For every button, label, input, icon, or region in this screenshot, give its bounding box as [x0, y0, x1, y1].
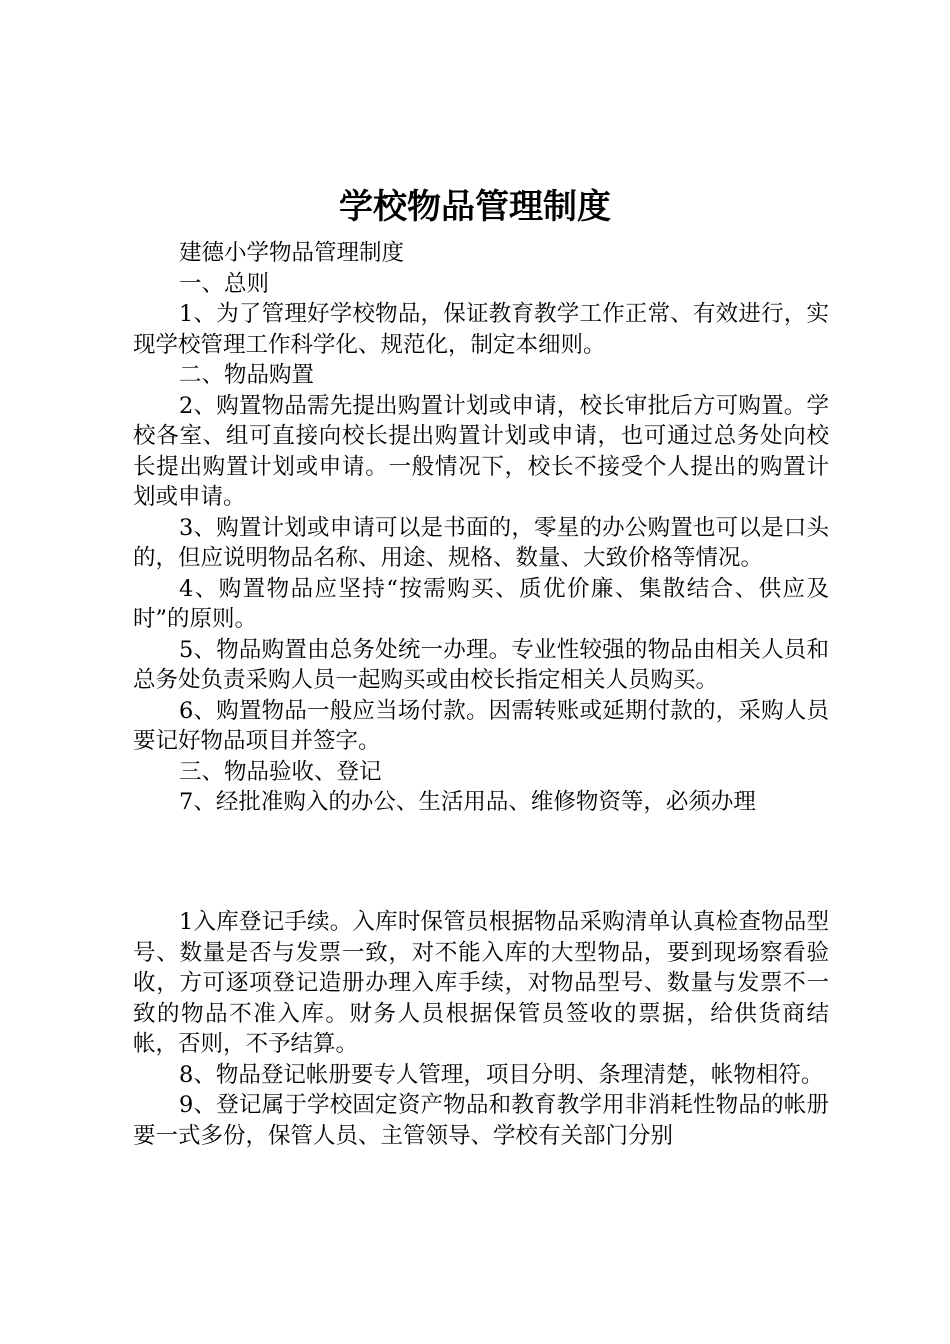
paragraph-item-1: 1、为了管理好学校物品，保证教育教学工作正常、有效进行，实现学校管理工作科学化、规范化，制定本细则。: [133, 301, 829, 358]
heading-acceptance: 三、物品验收、登记: [179, 758, 382, 785]
heading-general: 一、总则: [179, 270, 270, 297]
paragraph-item-4: 4、购置物品应坚持“按需购买、质优价廉、集散结合、供应及时”的原则。: [133, 575, 829, 632]
paragraph-item-9: 9、登记属于学校固定资产物品和教育教学用非消耗性物品的帐册要一式多份，保管人员、主管领导、学校有关部门分别: [133, 1092, 829, 1149]
paragraph-item-5: 5、物品购置由总务处统一办理。专业性较强的物品由相关人员和总务处负责采购人员一起购买或由校长指定相关人员购买。: [133, 636, 829, 693]
paragraph-item-3: 3、购置计划或申请可以是书面的，零星的办公购置也可以是口头的，但应说明物品名称、用途、规格、数量、大致价格等情况。: [133, 514, 829, 571]
document-body-upper: [133, 238, 829, 818]
paragraph-item-7: 7、经批准购入的办公、生活用品、维修物资等，必须办理: [179, 789, 756, 815]
heading-purchase: 二、物品购置: [179, 362, 315, 388]
document-title: 学校物品管理制度: [339, 187, 611, 227]
paragraph-item-8: 8、物品登记帐册要专人管理，项目分明、条理清楚，帐物相符。: [179, 1061, 824, 1088]
paragraph-item-2: 2、购置物品需先提出购置计划或申请，校长审批后方可购置。学校各室、组可直接向校长提出购置计划或申请，也可通过总务处向校长提出购置计划或申请。一般情况下，校长不接受个人提出的购置计划或申请。: [133, 392, 829, 510]
paragraph-school-name: 建德小学物品管理制度: [179, 240, 405, 266]
paragraph-item-6: 6、购置物品一般应当场付款。因需转账或延期付款的，采购人员要记好物品项目并签字。: [133, 697, 829, 754]
paragraph-item-7-continued: 1入库登记手续。入库时保管员根据物品采购清单认真检查物品型号、数量是否与发票一致，对不能入库的大型物品，要到现场察看验收，方可逐项登记造册办理入库手续，对物品型号、数量与发票不一致的物品不准入库。财务人员根据保管员签收的票据，给供货商结帐，否则，不予结算。: [133, 909, 829, 1057]
document-body-lower: [133, 907, 829, 1151]
